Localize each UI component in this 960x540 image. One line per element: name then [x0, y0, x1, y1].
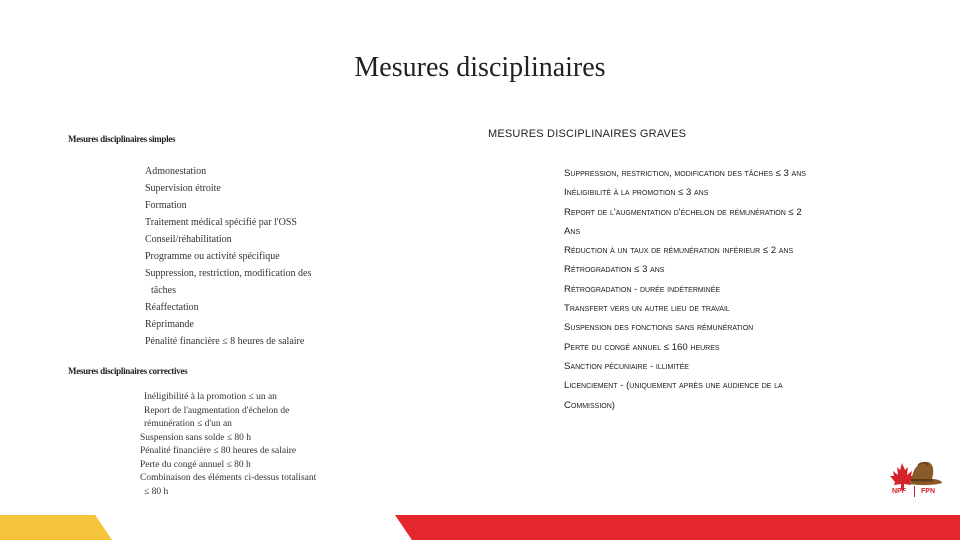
list-item: Report de l'augmentation d'échelon de rémunération ≤ 2 [564, 206, 802, 218]
maple-leaf-hat-logo-icon [888, 455, 946, 503]
list-item: Réaffectation [145, 302, 199, 313]
page-title: Mesures disciplinaires [354, 52, 606, 83]
list-item: Pénalité financière ≤ 8 heures de salaire [145, 336, 305, 347]
list-item: Réprimande [145, 319, 194, 330]
list-item: Ans [564, 225, 581, 237]
list-item: Inéligibilité à la promotion ≤ un an [144, 392, 277, 402]
corrective-measures-list [140, 391, 380, 499]
list-item: Perte du congé annuel ≤ 160 heures [564, 341, 720, 353]
list-item: Supervision étroite [145, 183, 221, 194]
simple-measures-list [145, 163, 360, 350]
list-item: ≤ 80 h [144, 486, 169, 497]
list-item: Formation [145, 200, 187, 211]
footer-red-stripe [395, 515, 960, 540]
footer-yellow-stripe [0, 515, 112, 540]
list-item: Transfert vers un autre lieu de travail [564, 303, 730, 315]
list-item: Rétrogradation ≤ 3 ans [564, 264, 665, 276]
list-item: Combinaison des éléments ci-dessus totalisant [140, 473, 317, 483]
serious-measures-heading: MESURES DISCIPLINAIRES GRAVES [488, 128, 687, 140]
list-item: Perte du congé annuel ≤ 80 h [140, 459, 251, 470]
list-item: Admonestation [145, 166, 207, 177]
list-item: Programme ou activité spécifique [145, 251, 280, 262]
list-item: Sanction pécuniaire - illimitée [564, 360, 689, 372]
list-item: Conseil/réhabilitation [145, 234, 232, 245]
logo-fpn-label: FPN [921, 488, 935, 495]
list-item: tâches [151, 285, 176, 296]
list-item: Suspension des fonctions sans rémunération [564, 322, 754, 334]
list-item: Licenciement - (uniquement après une audience de la [564, 380, 783, 392]
serious-measures-list [564, 164, 934, 415]
list-item: Rétrogradation - durée indéterminée [564, 283, 721, 295]
list-item: Suppression, restriction, modification des tâches ≤ 3 ans [564, 168, 806, 179]
list-item: Suppression, restriction, modification des [145, 268, 312, 279]
corrective-measures-heading: Mesures disciplinaires correctives [68, 366, 188, 376]
list-item: Suspension sans solde ≤ 80 h [140, 432, 252, 443]
simple-measures-heading: Mesures disciplinaires simples [68, 134, 176, 144]
list-item: Report de l'augmentation d'échelon de [144, 405, 290, 416]
list-item: rémunération ≤ d'un an [144, 419, 232, 429]
list-item: Pénalité financière ≤ 80 heures de salaire [140, 446, 297, 456]
logo-divider [914, 486, 915, 497]
list-item: Traitement médical spécifié par l'OSS [145, 217, 297, 228]
list-item: Inéligibilité à la promotion ≤ 3 ans [564, 187, 709, 199]
list-item: Commission) [564, 399, 615, 411]
list-item: Réduction à un taux de rémunération inférieur ≤ 2 ans [564, 245, 794, 257]
logo-npf-label: NPF [892, 488, 906, 495]
